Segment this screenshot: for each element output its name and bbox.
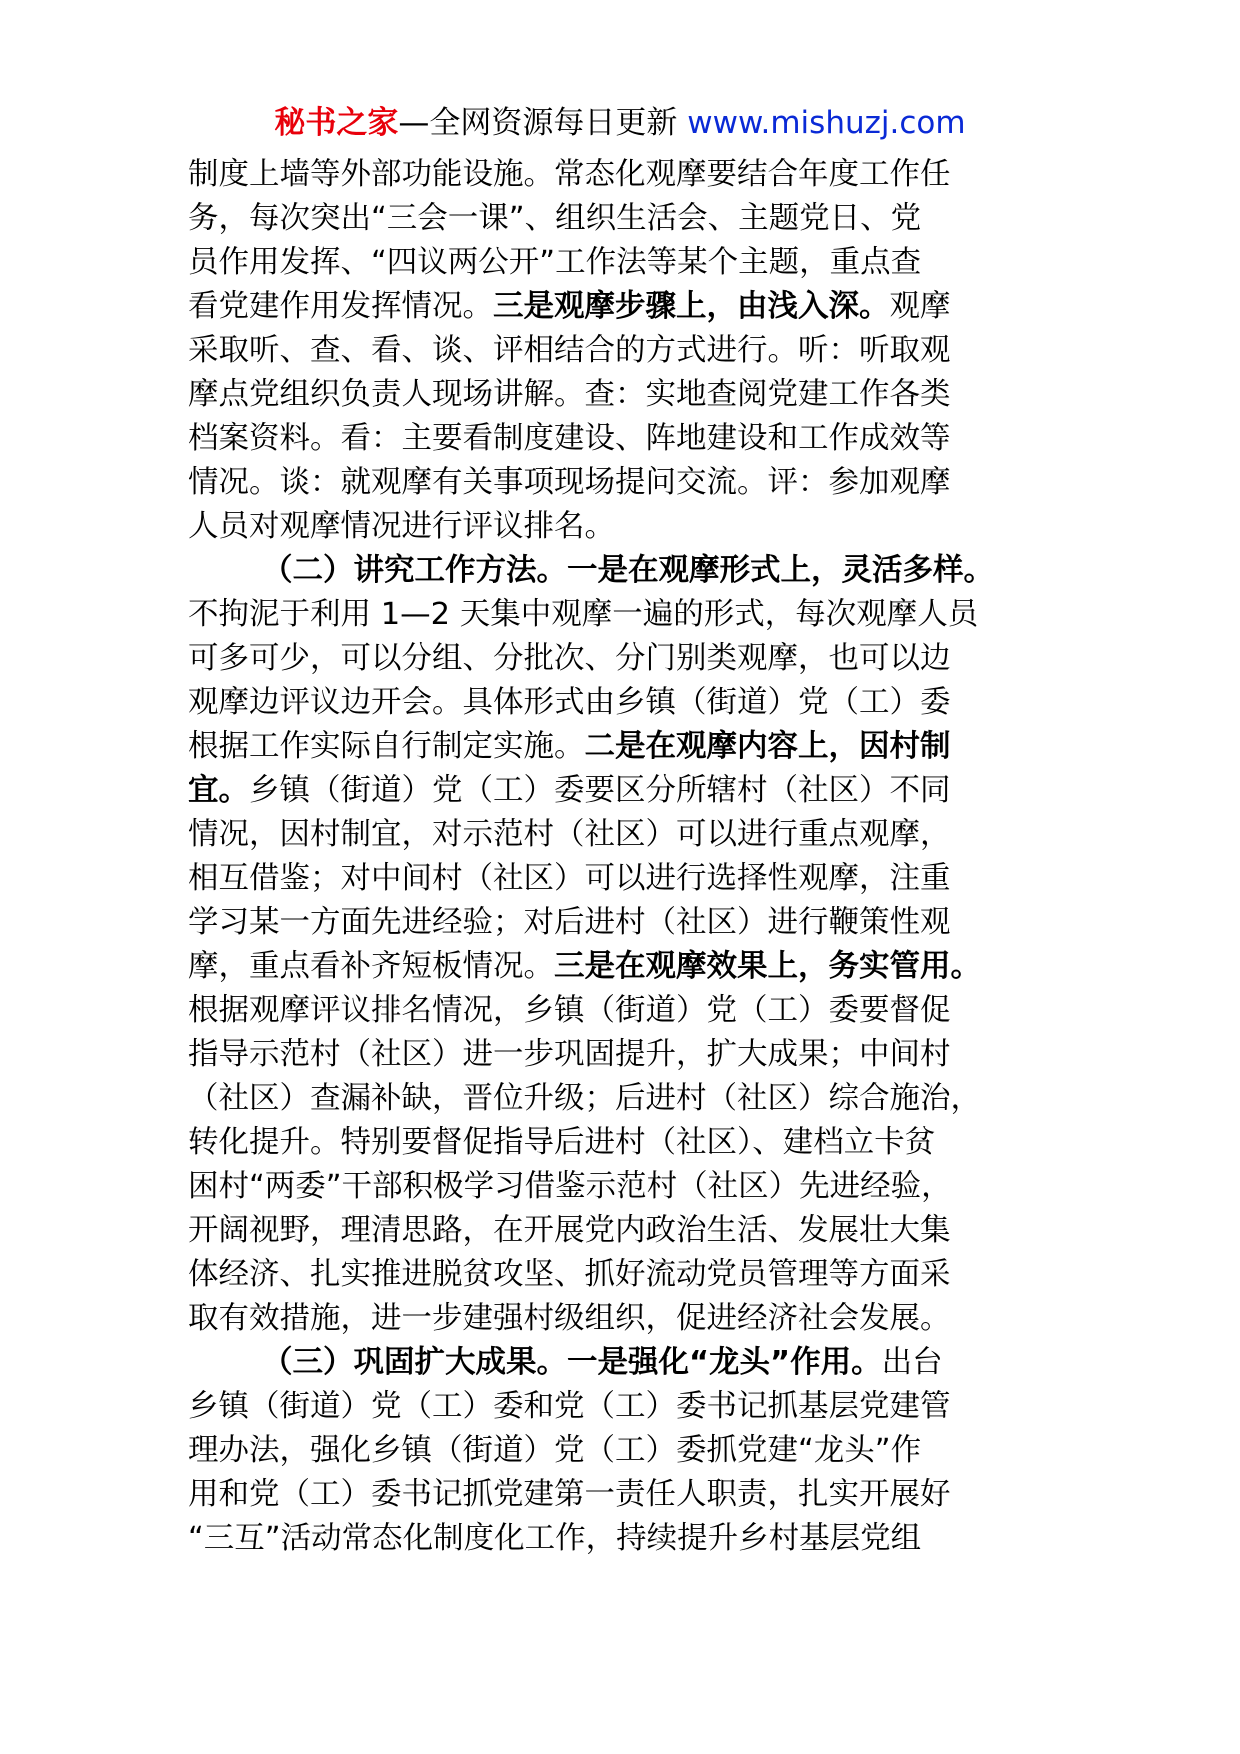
text-run: 摩，重点看补齐短板情况。 — [188, 949, 554, 984]
text-line — [188, 241, 1068, 285]
text-run: 取有效措施，进一步建强村级组织，促进经济社会发展。 — [188, 1301, 951, 1336]
site-header — [0, 101, 1240, 145]
text-run: 根据工作实际自行制定实施。 — [188, 729, 585, 764]
text-run: （社区）查漏补缺，晋位升级；后进村（社区）综合施治， — [188, 1081, 981, 1116]
text-run: 人员对观摩情况进行评议排名。 — [188, 509, 615, 544]
text-line — [188, 725, 1068, 769]
text-line — [188, 1209, 1068, 1253]
text-line — [188, 417, 1068, 461]
text-run: 用和党（工）委书记抓党建第一责任人职责，扎实开展好 — [188, 1477, 951, 1512]
text-line — [188, 1121, 1068, 1165]
text-line — [188, 593, 1068, 637]
text-line — [188, 285, 1068, 329]
text-line — [188, 681, 1068, 725]
text-line — [188, 505, 1068, 549]
site-url-link[interactable]: www.mishuzj.com — [687, 105, 966, 141]
text-line — [188, 1517, 1068, 1561]
text-run: 困村“两委”干部积极学习借鉴示范村（社区）先进经验， — [188, 1169, 952, 1204]
text-run: 档案资料。看：主要看制度建设、阵地建设和工作成效等 — [188, 421, 951, 456]
bold-text-run: （三）巩固扩大成果。一是强化“龙头”作用。 — [262, 1345, 882, 1380]
text-line — [188, 461, 1068, 505]
text-line — [188, 945, 1068, 989]
text-run: 相互借鉴；对中间村（社区）可以进行选择性观摩，注重 — [188, 861, 951, 896]
text-line — [188, 329, 1068, 373]
bold-text-run: 宜。 — [188, 773, 249, 808]
text-run: 摩点党组织负责人现场讲解。查：实地查阅党建工作各类 — [188, 377, 951, 412]
text-run: 学习某一方面先进经验；对后进村（社区）进行鞭策性观 — [188, 905, 951, 940]
text-run: 情况。谈：就观摩有关事项现场提问交流。评：参加观摩 — [188, 465, 951, 500]
text-line — [188, 1077, 1068, 1121]
bold-text-run: 三是观摩步骤上，由浅入深。 — [493, 289, 890, 324]
text-line — [188, 901, 1068, 945]
text-line — [188, 373, 1068, 417]
text-line — [188, 989, 1068, 1033]
section-heading-line — [188, 1341, 1068, 1385]
text-line — [188, 813, 1068, 857]
text-line — [188, 197, 1068, 241]
text-run: 体经济、扎实推进脱贫攻坚、抓好流动党员管理等方面采 — [188, 1257, 951, 1292]
site-tagline: —全网资源每日更新 — [398, 105, 688, 141]
text-line — [188, 1473, 1068, 1517]
text-run: 转化提升。特别要督促指导后进村（社区）、建档立卡贫 — [188, 1125, 936, 1160]
text-run: 指导示范村（社区）进一步巩固提升，扩大成果；中间村 — [188, 1037, 951, 1072]
text-run: 看党建作用发挥情况。 — [188, 289, 493, 324]
text-line — [188, 1253, 1068, 1297]
text-run: 观摩边评议边开会。具体形式由乡镇（街道）党（工）委 — [188, 685, 951, 720]
text-run: 务，每次突出“三会一课”、组织生活会、主题党日、党 — [188, 201, 922, 236]
site-brand: 秘书之家 — [274, 105, 399, 141]
section-heading-line — [188, 549, 1068, 593]
text-run: 乡镇（街道）党（工）委要区分所辖村（社区）不同 — [249, 773, 951, 808]
text-run: 乡镇（街道）党（工）委和党（工）委书记抓基层党建管 — [188, 1389, 951, 1424]
text-line — [188, 1297, 1068, 1341]
text-run: “三互”活动常态化制度化工作，持续提升乡村基层党组 — [188, 1521, 922, 1556]
text-line — [188, 857, 1068, 901]
text-run: 不拘泥于利用 1—2 天集中观摩一遍的形式，每次观摩人员 — [188, 597, 979, 632]
bold-text-run: （二）讲究工作方法。一是在观摩形式上，灵活多样。 — [262, 553, 994, 588]
text-line — [188, 637, 1068, 681]
document-body — [188, 153, 1068, 1561]
text-line — [188, 769, 1068, 813]
bold-text-run: 三是在观摩效果上，务实管用。 — [554, 949, 981, 984]
text-line — [188, 1385, 1068, 1429]
text-line — [188, 1033, 1068, 1077]
text-run: 根据观摩评议排名情况，乡镇（街道）党（工）委要督促 — [188, 993, 951, 1028]
text-run: 出台 — [881, 1345, 943, 1380]
text-run: 理办法，强化乡镇（街道）党（工）委抓党建“龙头”作 — [188, 1433, 922, 1468]
text-run: 开阔视野，理清思路，在开展党内政治生活、发展壮大集 — [188, 1213, 951, 1248]
text-run: 情况，因村制宜，对示范村（社区）可以进行重点观摩， — [188, 817, 951, 852]
text-run: 观摩 — [889, 289, 951, 324]
text-run: 采取听、查、看、谈、评相结合的方式进行。听：听取观 — [188, 333, 951, 368]
text-line — [188, 1165, 1068, 1209]
bold-text-run: 二是在观摩内容上，因村制 — [584, 729, 951, 764]
text-run: 可多可少，可以分组、分批次、分门别类观摩，也可以边 — [188, 641, 951, 676]
text-line — [188, 153, 1068, 197]
text-run: 制度上墙等外部功能设施。常态化观摩要结合年度工作任 — [188, 157, 951, 192]
text-run: 员作用发挥、“四议两公开”工作法等某个主题，重点查 — [188, 245, 922, 280]
text-line — [188, 1429, 1068, 1473]
